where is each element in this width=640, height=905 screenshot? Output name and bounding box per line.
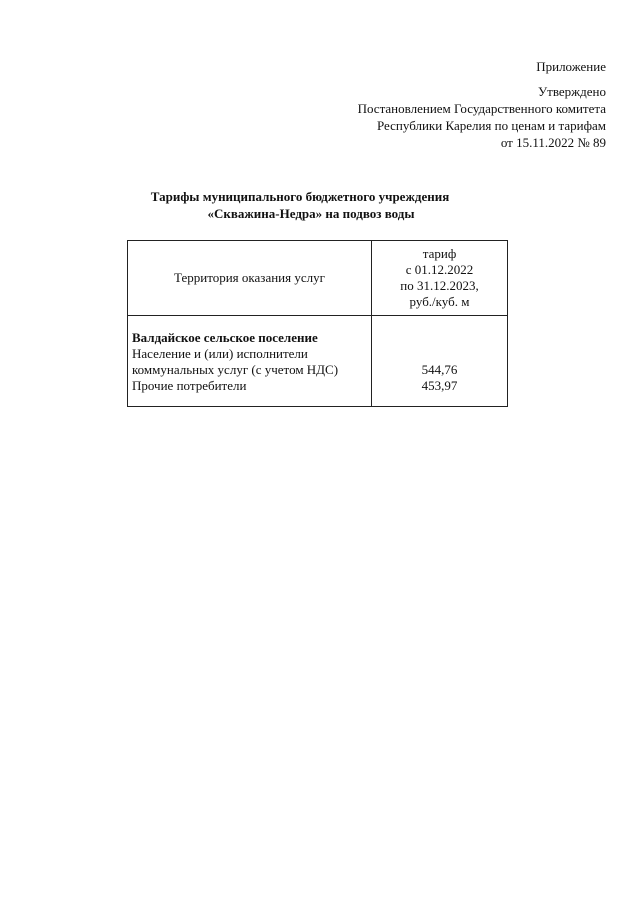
appendix-label: Приложение — [536, 59, 606, 74]
title-line: Тарифы муниципального бюджетного учреждения — [150, 189, 450, 204]
tariff-value: 453,97 — [421, 378, 458, 393]
header-tariff-line: с 01.12.2022 — [405, 262, 474, 277]
header-tariff-line: по 31.12.2023, — [400, 278, 479, 293]
tariff-table — [127, 240, 508, 407]
title-line: «Скважина-Недра» на подвоз воды — [207, 206, 415, 221]
region-name: Валдайское сельское поселение — [132, 330, 318, 345]
consumer-label: Прочие потребители — [132, 378, 247, 393]
header-territory: Территория оказания услуг — [128, 241, 372, 316]
consumer-label: Население и (или) исполнители — [132, 346, 308, 361]
table-row — [128, 316, 508, 407]
header-tariff-line: тариф — [422, 246, 457, 261]
tariff-cell — [372, 316, 508, 407]
document-title — [0, 188, 600, 222]
approved-label: Утверждено — [537, 84, 606, 99]
consumer-label: коммунальных услуг (с учетом НДС) — [132, 362, 339, 377]
approval-date: от 15.11.2022 № 89 — [500, 135, 606, 150]
header-tariff-line: руб./куб. м — [409, 294, 470, 309]
approval-header — [358, 58, 606, 151]
table-header-row — [128, 241, 508, 316]
approved-by-line: Постановлением Государственного комитета — [357, 101, 606, 116]
header-tariff — [372, 241, 508, 316]
territory-cell — [128, 316, 372, 407]
approved-by-line: Республики Карелия по ценам и тарифам — [376, 118, 606, 133]
tariff-value: 544,76 — [421, 362, 458, 377]
